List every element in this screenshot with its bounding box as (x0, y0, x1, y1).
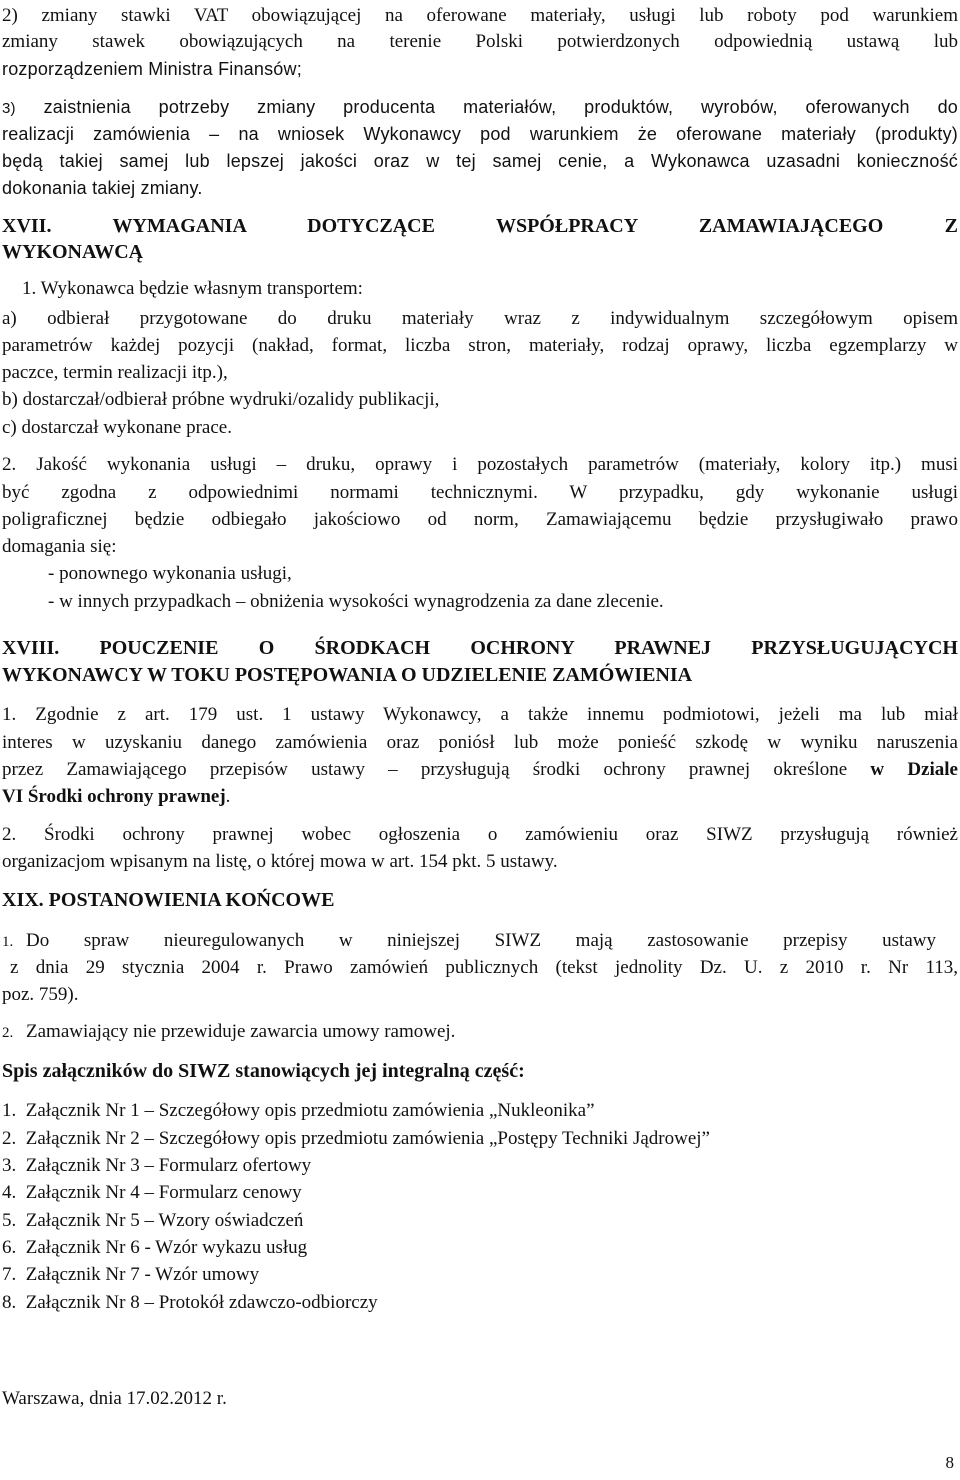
item-number: 2. (2, 1025, 14, 1041)
text-line: parametrów każdej pozycji (nakład, format, liczba stron, materiały, rodzaj oprawy, liczba egzemplarzy w (2, 335, 958, 356)
text-line: 1. Zgodnie z art. 179 ust. 1 ustawy Wykonawcy, a także innemu podmiotowi, jeżeli ma lub miał (2, 704, 958, 725)
attachment-item: 7. Załącznik Nr 7 - Wzór umowy (2, 1264, 260, 1285)
attachment-item: 4. Załącznik Nr 4 – Formularz cenowy (2, 1182, 302, 1203)
text-line: być zgodna z odpowiednimi normami technicznymi. W przypadku, gdy wykonanie usługi (2, 482, 958, 503)
text-span: . (225, 786, 231, 807)
text-line: poz. 759). (2, 984, 79, 1005)
text-line (2, 758, 958, 782)
text-line: poligraficznej będzie odbiegało jakościowo od norm, Zamawiającemu będzie przysługiwało prawo (2, 509, 958, 530)
text-span: przez Zamawiającego przepisów ustawy – przysługują środki ochrony prawnej określone (2, 759, 848, 780)
attachment-item: 1. Załącznik Nr 1 – Szczegółowy opis przedmiotu zamówienia „Nukleonika” (2, 1100, 595, 1121)
item-number: 1. (2, 934, 14, 950)
item-text: Zamawiający nie przewiduje zawarcia umowy ramowej. (26, 1021, 456, 1042)
item-text: zaistnienia potrzeby zmiany producenta materiałów, produktów, wyrobów, oferowanych do (43, 97, 959, 117)
attachments-heading: Spis załączników do SIWZ stanowiących jej integralną część: (2, 1060, 525, 1082)
paragraph-1: 1. Wykonawca będzie własnym transportem: (22, 278, 363, 299)
section-heading-xvii-cont: WYKONAWCĄ (2, 241, 144, 263)
text-line: 2. Środki ochrony prawnej wobec ogłoszenia o zamówieniu oraz SIWZ przysługują również (2, 824, 958, 845)
attachment-item: 2. Załącznik Nr 2 – Szczegółowy opis przedmiotu zamówienia „Postępy Techniki Jądrowej” (2, 1128, 710, 1149)
text-line: domagania się: (2, 536, 117, 557)
page-number: 8 (945, 1453, 954, 1472)
attachment-item: 8. Załącznik Nr 8 – Protokół zdawczo-odbiorczy (2, 1292, 378, 1313)
bold-span: w Dziale (870, 759, 958, 780)
list-item-b: b) dostarczał/odbierał próbne wydruki/ozalidy publikacji, (2, 389, 440, 410)
dash-item: - ponownego wykonania usługi, (48, 563, 292, 584)
text-line: 2) zmiany stawki VAT obowiązującej na oferowane materiały, usługi lub roboty pod warunkiem (2, 5, 958, 26)
text-line: z dnia 29 stycznia 2004 r. Prawo zamówień publicznych (tekst jednolity Dz. U. z 2010 r. Nr 113, (10, 957, 958, 978)
section-heading-xvii: XVII. WYMAGANIA DOTYCZĄCE WSPÓŁPRACY ZAMAWIAJĄCEGO Z (2, 215, 958, 237)
paragraph-2 (2, 1020, 958, 1045)
dash-item: - w innych przypadkach – obniżenia wysokości wynagrodzenia za dane zlecenie. (48, 591, 664, 612)
text-line: organizacjom wpisanym na listę, o której mowa w art. 154 pkt. 5 ustawy. (2, 851, 558, 872)
section-heading-xviii: XVIII. POUCZENIE O ŚRODKACH OCHRONY PRAWNEJ PRZYSŁUGUJĄCYCH (2, 637, 958, 659)
paragraph-1 (2, 929, 942, 954)
text-line: paczce, termin realizacji itp.), (2, 362, 228, 383)
bold-span: VI Środki ochrony prawnej (2, 786, 226, 807)
item-number: 3) (2, 100, 16, 117)
attachment-item: 5. Załącznik Nr 5 – Wzory oświadczeń (2, 1210, 304, 1231)
list-item-3 (2, 95, 958, 121)
text-line: zmiany stawek obowiązujących na terenie Polski potwierdzonych odpowiednią ustawą lub (2, 31, 958, 52)
section-heading-xix: XIX. POSTANOWIENIA KOŃCOWE (2, 889, 335, 911)
list-item-c: c) dostarczał wykonane prace. (2, 417, 232, 438)
attachment-item: 6. Załącznik Nr 6 - Wzór wykazu usług (2, 1237, 308, 1258)
attachment-item: 3. Załącznik Nr 3 – Formularz ofertowy (2, 1155, 312, 1176)
place-date: Warszawa, dnia 17.02.2012 r. (2, 1388, 227, 1409)
text-line: interes w uzyskaniu danego zamówienia oraz poniósł lub może ponieść szkodę w wyniku naruszenia (2, 732, 958, 753)
section-heading-xviii-cont: WYKONAWCY W TOKU POSTĘPOWANIA O UDZIELENIE ZAMÓWIENIA (2, 664, 693, 686)
text-line: a) odbierał przygotowane do druku materiały wraz z indywidualnym szczegółowym opisem (2, 308, 958, 329)
text-line: dokonania takiej zmiany. (2, 178, 203, 198)
text-line (2, 785, 958, 809)
text-line: 2. Jakość wykonania usługi – druku, oprawy i pozostałych parametrów (materiały, kolory itp.) musi (2, 454, 958, 475)
item-text: Do spraw nieuregulowanych w niniejszej SIWZ mają zastosowanie przepisy ustawy (26, 930, 936, 951)
text-line: rozporządzeniem Ministra Finansów; (2, 59, 302, 79)
text-line: realizacji zamówienia – na wniosek Wykonawcy pod warunkiem że oferowane materiały (produkty) (2, 124, 958, 144)
text-line: będą takiej samej lub lepszej jakości oraz w tej samej cenie, a Wykonawca uzasadni konieczność (2, 151, 958, 171)
